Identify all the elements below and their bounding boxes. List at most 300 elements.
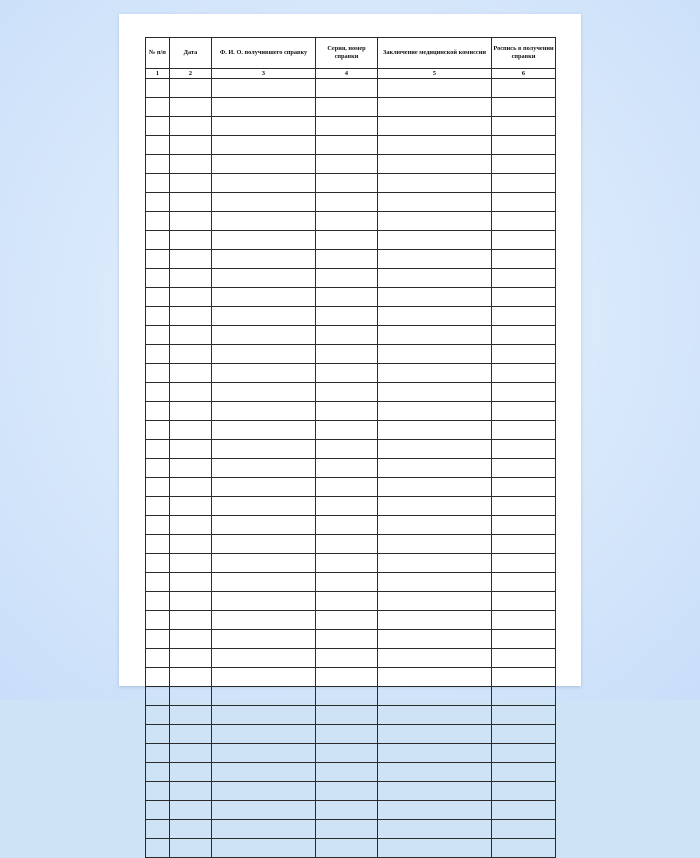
table-cell[interactable] — [212, 402, 316, 421]
table-row[interactable] — [146, 706, 556, 725]
table-cell[interactable] — [170, 687, 212, 706]
table-cell[interactable] — [170, 725, 212, 744]
table-cell[interactable] — [170, 706, 212, 725]
table-cell[interactable] — [146, 193, 170, 212]
table-cell[interactable] — [492, 687, 556, 706]
table-cell[interactable] — [146, 573, 170, 592]
table-cell[interactable] — [146, 592, 170, 611]
table-cell[interactable] — [170, 820, 212, 839]
table-cell[interactable] — [212, 345, 316, 364]
table-cell[interactable] — [316, 288, 378, 307]
table-cell[interactable] — [212, 155, 316, 174]
table-cell[interactable] — [492, 782, 556, 801]
table-cell[interactable] — [170, 592, 212, 611]
table-cell[interactable] — [316, 801, 378, 820]
table-cell[interactable] — [146, 440, 170, 459]
table-cell[interactable] — [212, 801, 316, 820]
table-cell[interactable] — [492, 497, 556, 516]
table-cell[interactable] — [146, 554, 170, 573]
table-cell[interactable] — [316, 839, 378, 858]
table-cell[interactable] — [378, 440, 492, 459]
table-cell[interactable] — [492, 763, 556, 782]
table-cell[interactable] — [146, 801, 170, 820]
table-cell[interactable] — [316, 345, 378, 364]
table-cell[interactable] — [146, 744, 170, 763]
table-cell[interactable] — [492, 839, 556, 858]
table-cell[interactable] — [378, 212, 492, 231]
table-cell[interactable] — [146, 497, 170, 516]
table-cell[interactable] — [170, 269, 212, 288]
table-row[interactable] — [146, 668, 556, 687]
table-cell[interactable] — [378, 345, 492, 364]
table-cell[interactable] — [170, 193, 212, 212]
table-cell[interactable] — [146, 630, 170, 649]
table-cell[interactable] — [146, 402, 170, 421]
table-cell[interactable] — [212, 497, 316, 516]
table-cell[interactable] — [316, 554, 378, 573]
table-cell[interactable] — [212, 117, 316, 136]
table-cell[interactable] — [492, 117, 556, 136]
table-cell[interactable] — [170, 79, 212, 98]
table-row[interactable] — [146, 212, 556, 231]
column-header-series-number: Серия, номер справки — [316, 38, 378, 69]
table-cell[interactable] — [316, 706, 378, 725]
table-cell[interactable] — [316, 421, 378, 440]
table-row[interactable] — [146, 345, 556, 364]
table-cell[interactable] — [378, 383, 492, 402]
table-cell[interactable] — [492, 744, 556, 763]
table-cell[interactable] — [212, 839, 316, 858]
table-cell[interactable] — [492, 478, 556, 497]
table-cell[interactable] — [212, 79, 316, 98]
table-cell[interactable] — [378, 155, 492, 174]
table-cell[interactable] — [146, 668, 170, 687]
table-cell[interactable] — [316, 117, 378, 136]
table-cell[interactable] — [378, 98, 492, 117]
table-cell[interactable] — [146, 459, 170, 478]
table-cell[interactable] — [378, 421, 492, 440]
table-cell[interactable] — [378, 516, 492, 535]
table-cell[interactable] — [492, 174, 556, 193]
table-cell[interactable] — [492, 155, 556, 174]
table-cell[interactable] — [212, 383, 316, 402]
table-cell[interactable] — [146, 782, 170, 801]
column-header-fullname: Ф. И. О. получившего справку — [212, 38, 316, 69]
table-cell[interactable] — [378, 136, 492, 155]
column-number-2: 2 — [170, 69, 212, 79]
table-row[interactable] — [146, 383, 556, 402]
table-row[interactable] — [146, 155, 556, 174]
table-cell[interactable] — [378, 535, 492, 554]
table-cell[interactable] — [170, 136, 212, 155]
table-cell[interactable] — [146, 611, 170, 630]
table-cell[interactable] — [316, 459, 378, 478]
table-cell[interactable] — [378, 782, 492, 801]
header-row — [146, 38, 556, 69]
table-header — [146, 38, 556, 69]
table-cell[interactable] — [378, 478, 492, 497]
table-cell[interactable] — [170, 782, 212, 801]
table-row[interactable] — [146, 307, 556, 326]
table-cell[interactable] — [146, 516, 170, 535]
table-cell[interactable] — [170, 630, 212, 649]
table-cell[interactable] — [316, 212, 378, 231]
table-cell[interactable] — [146, 307, 170, 326]
table-cell[interactable] — [492, 364, 556, 383]
table-cell[interactable] — [212, 668, 316, 687]
table-cell[interactable] — [378, 592, 492, 611]
table-row[interactable] — [146, 269, 556, 288]
table-cell[interactable] — [378, 839, 492, 858]
table-cell[interactable] — [170, 326, 212, 345]
table-cell[interactable] — [316, 592, 378, 611]
table-cell[interactable] — [492, 801, 556, 820]
table-cell[interactable] — [492, 383, 556, 402]
table-cell[interactable] — [212, 212, 316, 231]
table-cell[interactable] — [378, 231, 492, 250]
table-cell[interactable] — [378, 668, 492, 687]
table-cell[interactable] — [316, 611, 378, 630]
table-cell[interactable] — [378, 250, 492, 269]
table-cell[interactable] — [146, 839, 170, 858]
table-cell[interactable] — [316, 573, 378, 592]
table-cell[interactable] — [170, 649, 212, 668]
table-row[interactable] — [146, 801, 556, 820]
table-cell[interactable] — [316, 231, 378, 250]
table-cell[interactable] — [492, 326, 556, 345]
table-row[interactable] — [146, 288, 556, 307]
table-cell[interactable] — [170, 231, 212, 250]
table-cell[interactable] — [316, 155, 378, 174]
table-cell[interactable] — [316, 136, 378, 155]
table-cell[interactable] — [212, 744, 316, 763]
table-cell[interactable] — [170, 155, 212, 174]
table-cell[interactable] — [492, 706, 556, 725]
table-row[interactable] — [146, 725, 556, 744]
table-cell[interactable] — [170, 497, 212, 516]
table-row[interactable] — [146, 79, 556, 98]
table-cell[interactable] — [316, 744, 378, 763]
table-cell[interactable] — [378, 611, 492, 630]
table-row[interactable] — [146, 687, 556, 706]
table-cell[interactable] — [316, 763, 378, 782]
table-cell[interactable] — [316, 687, 378, 706]
table-row[interactable] — [146, 421, 556, 440]
table-row[interactable] — [146, 611, 556, 630]
table-cell[interactable] — [170, 744, 212, 763]
table-cell[interactable] — [316, 98, 378, 117]
table-cell[interactable] — [316, 649, 378, 668]
table-cell[interactable] — [378, 364, 492, 383]
table-row[interactable] — [146, 364, 556, 383]
table-row[interactable] — [146, 839, 556, 858]
table-cell[interactable] — [212, 193, 316, 212]
table-cell[interactable] — [170, 573, 212, 592]
table-cell[interactable] — [146, 288, 170, 307]
table-cell[interactable] — [212, 364, 316, 383]
table-row[interactable] — [146, 554, 556, 573]
table-cell[interactable] — [212, 174, 316, 193]
table-cell[interactable] — [212, 269, 316, 288]
table-cell[interactable] — [170, 668, 212, 687]
table-cell[interactable] — [492, 307, 556, 326]
table-cell[interactable] — [492, 668, 556, 687]
table-cell[interactable] — [492, 98, 556, 117]
table-row[interactable] — [146, 497, 556, 516]
table-cell[interactable] — [146, 79, 170, 98]
table-cell[interactable] — [492, 269, 556, 288]
table-cell[interactable] — [146, 98, 170, 117]
table-cell[interactable] — [492, 250, 556, 269]
table-cell[interactable] — [316, 402, 378, 421]
table-cell[interactable] — [146, 155, 170, 174]
table-cell[interactable] — [316, 516, 378, 535]
table-row[interactable] — [146, 326, 556, 345]
column-number-6: 6 — [492, 69, 556, 79]
table-cell[interactable] — [146, 231, 170, 250]
table-cell[interactable] — [316, 269, 378, 288]
table-cell[interactable] — [170, 117, 212, 136]
table-cell[interactable] — [316, 478, 378, 497]
table-cell[interactable] — [492, 231, 556, 250]
table-cell[interactable] — [378, 497, 492, 516]
table-cell[interactable] — [492, 212, 556, 231]
table-cell[interactable] — [170, 763, 212, 782]
table-cell[interactable] — [146, 535, 170, 554]
table-row[interactable] — [146, 231, 556, 250]
table-cell[interactable] — [146, 763, 170, 782]
table-cell[interactable] — [212, 649, 316, 668]
table-cell[interactable] — [146, 269, 170, 288]
table-cell[interactable] — [492, 345, 556, 364]
table-cell[interactable] — [212, 820, 316, 839]
table-cell[interactable] — [378, 687, 492, 706]
table-row[interactable] — [146, 402, 556, 421]
table-cell[interactable] — [492, 193, 556, 212]
table-cell[interactable] — [170, 307, 212, 326]
table-cell[interactable] — [146, 136, 170, 155]
table-row[interactable] — [146, 136, 556, 155]
table-cell[interactable] — [492, 516, 556, 535]
table-cell[interactable] — [212, 421, 316, 440]
table-cell[interactable] — [146, 649, 170, 668]
table-row[interactable] — [146, 193, 556, 212]
table-cell[interactable] — [212, 288, 316, 307]
table-cell[interactable] — [212, 687, 316, 706]
table-cell[interactable] — [146, 820, 170, 839]
table-cell[interactable] — [146, 364, 170, 383]
table-cell[interactable] — [316, 79, 378, 98]
table-cell[interactable] — [378, 307, 492, 326]
table-row[interactable] — [146, 763, 556, 782]
table-cell[interactable] — [316, 307, 378, 326]
table-cell[interactable] — [212, 535, 316, 554]
table-cell[interactable] — [146, 212, 170, 231]
table-cell[interactable] — [212, 231, 316, 250]
column-number-3: 3 — [212, 69, 316, 79]
table-cell[interactable] — [212, 250, 316, 269]
table-cell[interactable] — [170, 383, 212, 402]
table-cell[interactable] — [316, 383, 378, 402]
table-cell[interactable] — [212, 516, 316, 535]
table-cell[interactable] — [378, 174, 492, 193]
table-cell[interactable] — [492, 79, 556, 98]
table-cell[interactable] — [212, 706, 316, 725]
table-cell[interactable] — [492, 421, 556, 440]
table-cell[interactable] — [378, 573, 492, 592]
table-row[interactable] — [146, 440, 556, 459]
table-cell[interactable] — [492, 630, 556, 649]
table-row[interactable] — [146, 782, 556, 801]
table-cell[interactable] — [146, 117, 170, 136]
table-cell[interactable] — [170, 402, 212, 421]
table-cell[interactable] — [212, 630, 316, 649]
table-cell[interactable] — [212, 554, 316, 573]
table-cell[interactable] — [212, 98, 316, 117]
table-cell[interactable] — [146, 421, 170, 440]
table-row[interactable] — [146, 744, 556, 763]
column-number-4: 4 — [316, 69, 378, 79]
table-cell[interactable] — [170, 801, 212, 820]
table-cell[interactable] — [212, 763, 316, 782]
table-cell[interactable] — [146, 326, 170, 345]
table-cell[interactable] — [378, 706, 492, 725]
table-row[interactable] — [146, 459, 556, 478]
table-cell[interactable] — [170, 611, 212, 630]
table-cell[interactable] — [212, 440, 316, 459]
table-cell[interactable] — [492, 573, 556, 592]
table-cell[interactable] — [492, 288, 556, 307]
table-cell[interactable] — [212, 782, 316, 801]
table-cell[interactable] — [146, 383, 170, 402]
table-cell[interactable] — [316, 725, 378, 744]
table-cell[interactable] — [378, 801, 492, 820]
table-cell[interactable] — [170, 839, 212, 858]
table-cell[interactable] — [378, 554, 492, 573]
table-cell[interactable] — [170, 459, 212, 478]
table-cell[interactable] — [378, 79, 492, 98]
table-cell[interactable] — [212, 573, 316, 592]
table-cell[interactable] — [378, 649, 492, 668]
table-cell[interactable] — [146, 345, 170, 364]
column-header-commission-conclusion: Заключение медицинской комиссии — [378, 38, 492, 69]
table-cell[interactable] — [378, 326, 492, 345]
table-cell[interactable] — [316, 782, 378, 801]
table-cell[interactable] — [492, 440, 556, 459]
table-row[interactable] — [146, 174, 556, 193]
table-cell[interactable] — [146, 250, 170, 269]
table-cell[interactable] — [212, 459, 316, 478]
table-cell[interactable] — [378, 117, 492, 136]
table-row[interactable] — [146, 98, 556, 117]
table-cell[interactable] — [378, 725, 492, 744]
table-cell[interactable] — [170, 440, 212, 459]
table-cell[interactable] — [492, 820, 556, 839]
table-cell[interactable] — [212, 611, 316, 630]
document-page — [119, 14, 581, 686]
table-cell[interactable] — [170, 288, 212, 307]
table-cell[interactable] — [492, 459, 556, 478]
table-cell[interactable] — [492, 611, 556, 630]
table-cell[interactable] — [316, 820, 378, 839]
table-cell[interactable] — [170, 212, 212, 231]
table-cell[interactable] — [170, 535, 212, 554]
table-cell[interactable] — [170, 554, 212, 573]
table-cell[interactable] — [146, 478, 170, 497]
table-cell[interactable] — [378, 459, 492, 478]
table-cell[interactable] — [492, 725, 556, 744]
table-cell[interactable] — [316, 326, 378, 345]
table-cell[interactable] — [170, 421, 212, 440]
table-cell[interactable] — [212, 725, 316, 744]
table-cell[interactable] — [378, 744, 492, 763]
table-cell[interactable] — [378, 402, 492, 421]
table-row[interactable] — [146, 250, 556, 269]
column-header-signature: Роспись в получении справки — [492, 38, 556, 69]
table-cell[interactable] — [316, 250, 378, 269]
table-row[interactable] — [146, 117, 556, 136]
table-cell[interactable] — [170, 364, 212, 383]
table-cell[interactable] — [492, 554, 556, 573]
table-cell[interactable] — [316, 497, 378, 516]
table-cell[interactable] — [146, 706, 170, 725]
table-cell[interactable] — [378, 630, 492, 649]
table-cell[interactable] — [378, 288, 492, 307]
table-cell[interactable] — [316, 174, 378, 193]
table-cell[interactable] — [212, 592, 316, 611]
table-row[interactable] — [146, 516, 556, 535]
table-cell[interactable] — [146, 725, 170, 744]
table-cell[interactable] — [492, 535, 556, 554]
table-cell[interactable] — [316, 535, 378, 554]
table-cell[interactable] — [316, 193, 378, 212]
table-cell[interactable] — [212, 478, 316, 497]
table-row[interactable] — [146, 649, 556, 668]
table-cell[interactable] — [170, 345, 212, 364]
table-cell[interactable] — [316, 668, 378, 687]
table-cell[interactable] — [170, 516, 212, 535]
table-cell[interactable] — [378, 193, 492, 212]
table-cell[interactable] — [492, 136, 556, 155]
table-row[interactable] — [146, 630, 556, 649]
table-cell[interactable] — [146, 687, 170, 706]
table-cell[interactable] — [378, 269, 492, 288]
table-cell[interactable] — [212, 307, 316, 326]
table-cell[interactable] — [492, 402, 556, 421]
table-cell[interactable] — [316, 440, 378, 459]
table-cell[interactable] — [170, 478, 212, 497]
table-cell[interactable] — [378, 763, 492, 782]
table-row[interactable] — [146, 592, 556, 611]
table-cell[interactable] — [212, 326, 316, 345]
table-cell[interactable] — [170, 250, 212, 269]
column-number-row — [146, 69, 556, 79]
table-body — [146, 69, 556, 858]
table-row[interactable] — [146, 820, 556, 839]
table-cell[interactable] — [316, 364, 378, 383]
table-cell[interactable] — [492, 649, 556, 668]
table-cell[interactable] — [146, 174, 170, 193]
table-row[interactable] — [146, 478, 556, 497]
table-cell[interactable] — [378, 820, 492, 839]
table-row[interactable] — [146, 535, 556, 554]
table-cell[interactable] — [212, 136, 316, 155]
table-cell[interactable] — [170, 98, 212, 117]
table-cell[interactable] — [316, 630, 378, 649]
table-row[interactable] — [146, 573, 556, 592]
table-cell[interactable] — [170, 174, 212, 193]
table-cell[interactable] — [492, 592, 556, 611]
